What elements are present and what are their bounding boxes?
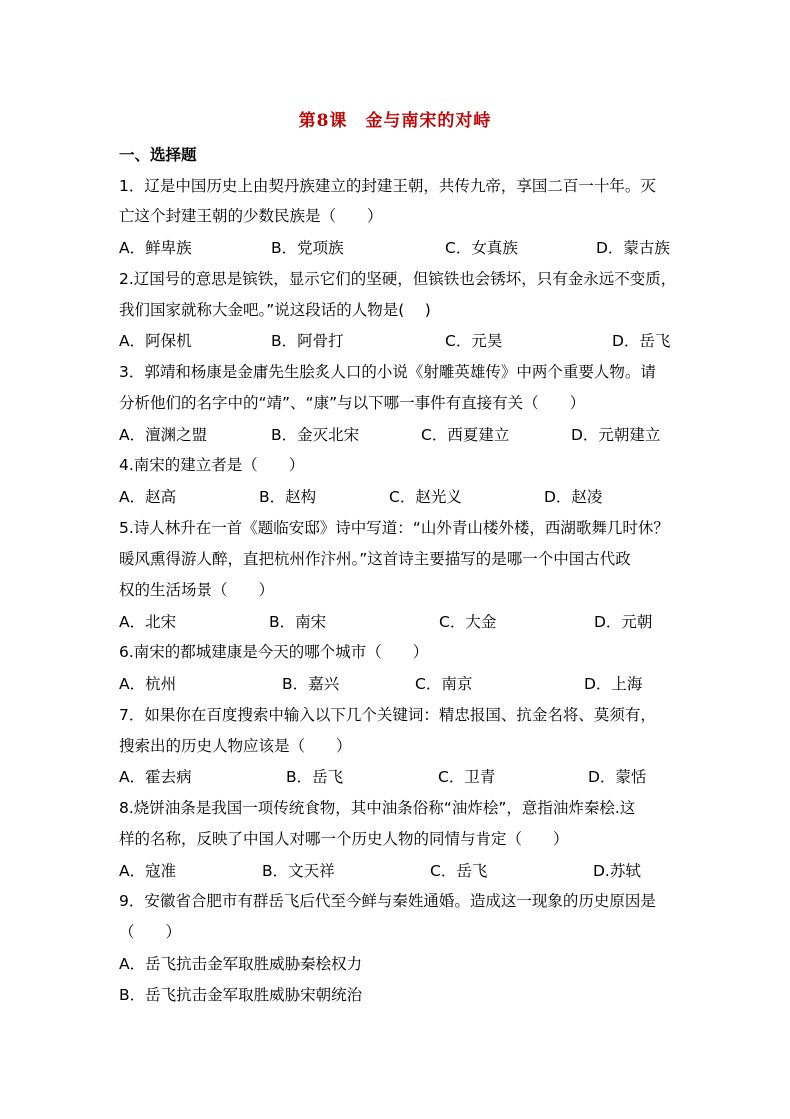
q5-option-c: C．大金 — [439, 613, 497, 631]
q3-option-d: D．元朝建立 — [571, 426, 661, 444]
q8-option-c: C．岳飞 — [430, 862, 488, 880]
q9-option-b: B．岳飞抗击金军取胜威胁宋朝统治 — [119, 986, 363, 1004]
q6-option-d: D．上海 — [584, 675, 643, 693]
q7-stem-line-2: 搜索出的历史人物应该是（ ） — [119, 737, 352, 755]
q8-options — [119, 861, 679, 881]
q1-option-d: D．蒙古族 — [596, 239, 670, 257]
section-heading: 一、选择题 — [119, 146, 197, 164]
q6-option-b: B．嘉兴 — [282, 675, 340, 693]
q1-option-c: C．女真族 — [445, 239, 518, 257]
q2-option-b: B．阿骨打 — [271, 332, 344, 350]
q2-options — [119, 331, 679, 351]
q1-stem-line-2: 亡这个封建王朝的少数民族是（ ） — [119, 207, 383, 225]
q3-stem-line-1: 3．郭靖和杨康是金庸先生脍炙人口的小说《射雕英雄传》中两个重要人物。请 — [119, 363, 656, 381]
q8-stem-line-2: 样的名称，反映了中国人对哪一个历史人物的同情与肯定（ ） — [119, 830, 569, 848]
q8-option-d: D.苏轼 — [593, 862, 641, 880]
q4-option-d: D．赵凌 — [544, 488, 603, 506]
page-title: 第8课 金与南宋的对峙 — [298, 111, 492, 131]
q4-option-a: A．赵高 — [119, 488, 177, 506]
q7-stem-line-1: 7．如果你在百度搜索中输入以下几个关键词：精忠报国、抗金名将、莫须有， — [119, 706, 656, 724]
q6-stem-line-1: 6.南宋的都城建康是今天的哪个城市（ ） — [119, 643, 429, 661]
q3-option-b: B．金灭北宋 — [271, 426, 360, 444]
q7-option-a: A．霍去病 — [119, 768, 192, 786]
q1-options — [119, 238, 679, 258]
q5-stem-line-2: 暖风熏得游人醉，直把杭州作汴州。”这首诗主要描写的是哪一个中国古代政 — [119, 550, 631, 568]
q4-options — [119, 487, 679, 507]
q7-option-b: B．岳飞 — [286, 768, 344, 786]
q9-stem-line-1: 9．安徽省合肥市有群岳飞后代至今鲜与秦姓通婚。造成这一现象的历史原因是 — [119, 892, 656, 910]
q5-option-d: D．元朝 — [594, 613, 653, 631]
q4-option-c: C．赵光义 — [389, 488, 462, 506]
q8-option-b: B．文天祥 — [262, 862, 335, 880]
q9-stem-line-2: （ ） — [119, 923, 182, 941]
q2-stem-line-1: 2.辽国号的意思是镔铁，显示它们的坚硬，但镔铁也会锈坏，只有金永远不变质， — [119, 270, 677, 288]
q1-stem-line-1: 1．辽是中国历史上由契丹族建立的封建王朝，共传九帝，享国二百一十年。灭 — [119, 177, 656, 195]
q3-option-a: A．澶渊之盟 — [119, 426, 208, 444]
q5-options — [119, 612, 679, 632]
q2-stem-line-2: 我们国家就称大金吧。”说这段话的人物是( ) — [119, 301, 431, 319]
q5-stem-line-1: 5.诗人林升在一首《题临安邸》诗中写道：“山外青山楼外楼，西湖歌舞几时休？ — [119, 519, 669, 537]
q6-options — [119, 674, 679, 694]
q6-option-a: A．杭州 — [119, 675, 177, 693]
q5-stem-line-3: 权的生活场景（ ） — [119, 581, 275, 599]
q4-stem-line-1: 4.南宋的建立者是（ ） — [119, 456, 305, 474]
q1-option-a: A．鲜卑族 — [119, 239, 192, 257]
q7-option-d: D．蒙恬 — [588, 768, 647, 786]
q3-option-c: C．西夏建立 — [421, 426, 510, 444]
q6-option-c: C．南京 — [415, 675, 473, 693]
q2-option-a: A．阿保机 — [119, 332, 192, 350]
q8-stem-line-1: 8.烧饼油条是我国一项传统食物，其中油条俗称“油炸桧”，意指油炸秦桧.这 — [119, 799, 636, 817]
q4-option-b: B．赵构 — [259, 488, 317, 506]
q9-option-a: A．岳飞抗击金军取胜威胁秦桧权力 — [119, 955, 363, 973]
q8-option-a: A．寇准 — [119, 862, 177, 880]
q3-options — [119, 425, 679, 445]
q7-options — [119, 767, 679, 787]
q3-stem-line-2: 分析他们的名字中的“靖”、“康”与以下哪一事件有直接有关（ ） — [119, 394, 586, 412]
q2-option-c: C．元昊 — [445, 332, 503, 350]
q7-option-c: C．卫青 — [438, 768, 496, 786]
q2-option-d: D．岳飞 — [612, 332, 671, 350]
q1-option-b: B．党项族 — [271, 239, 344, 257]
q5-option-a: A．北宋 — [119, 613, 177, 631]
q5-option-b: B．南宋 — [269, 613, 327, 631]
